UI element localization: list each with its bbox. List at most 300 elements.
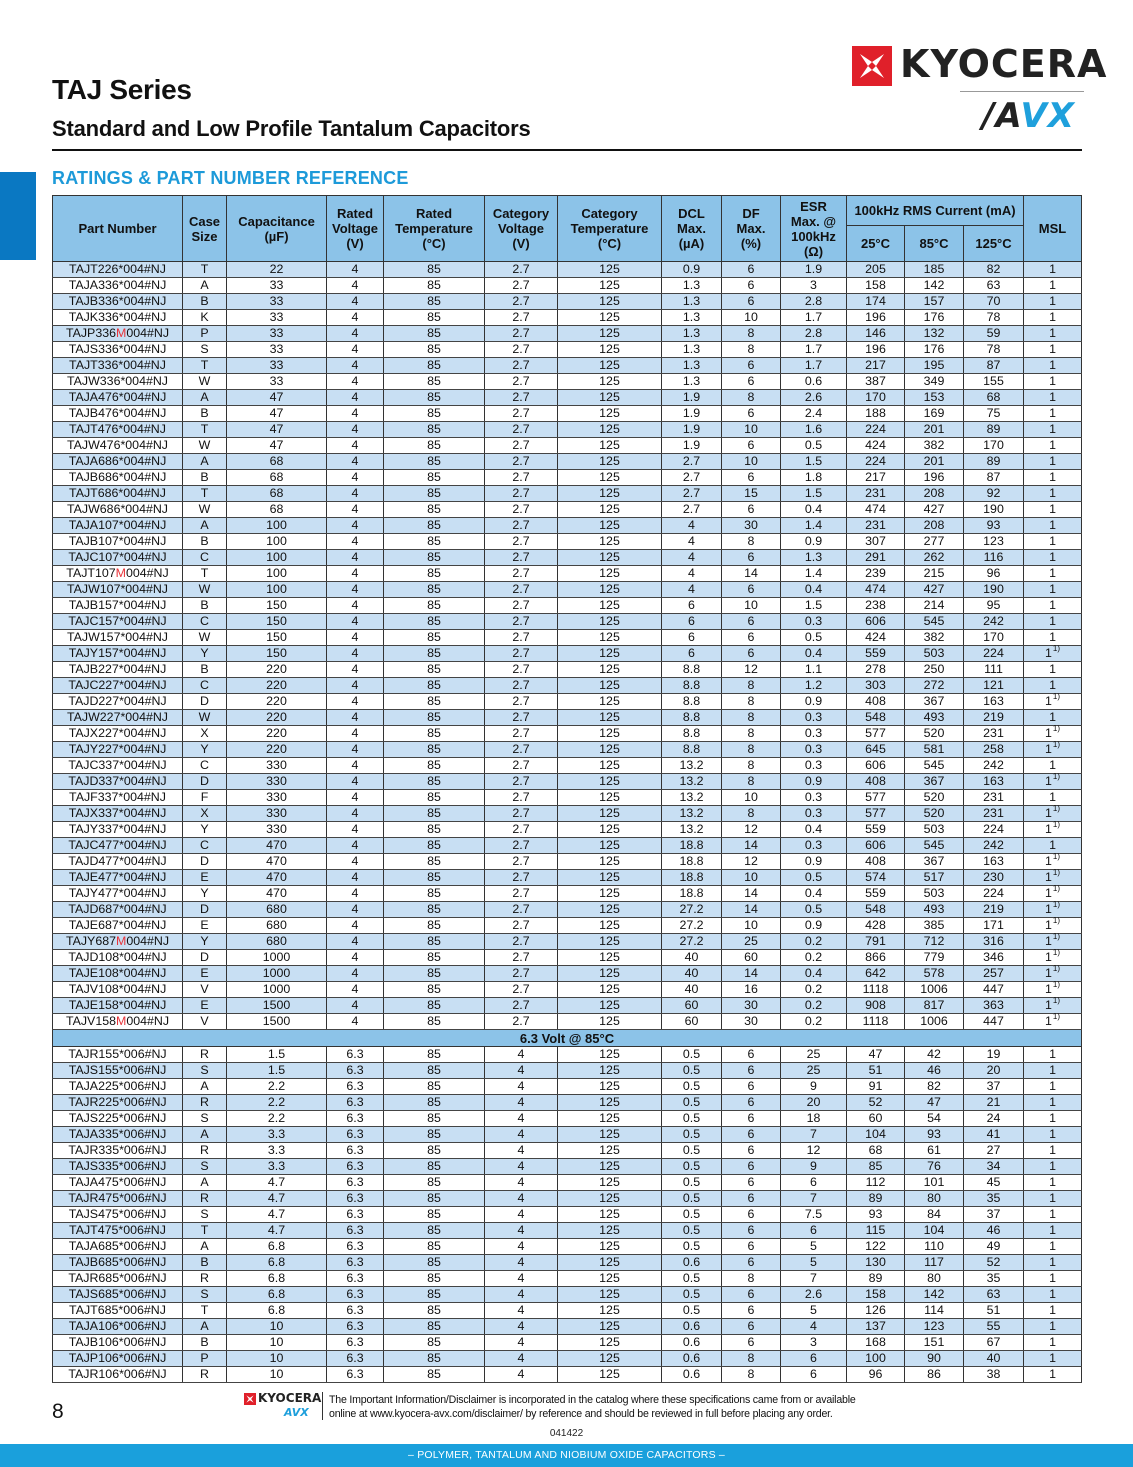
kyocera-wordmark: KYOCERA	[900, 42, 1108, 86]
table-row	[53, 838, 1082, 854]
cell-dcl-max: 13.2	[662, 758, 722, 774]
cell-msl: 1	[1024, 710, 1082, 726]
cell-rms-25c: 93	[847, 1207, 905, 1223]
cell-esr-max: 0.9	[781, 534, 847, 550]
cell-category-temperature: 125	[558, 870, 662, 886]
cell-rms-125c: 19	[964, 1047, 1024, 1063]
cell-rms-25c: 100	[847, 1351, 905, 1367]
cell-df-max: 8	[722, 726, 781, 742]
cell-msl: 1	[1024, 486, 1082, 502]
cell-esr-max: 18	[781, 1111, 847, 1127]
cell-dcl-max: 1.3	[662, 358, 722, 374]
cell-capacitance: 6.8	[227, 1303, 327, 1319]
cell-rms-25c: 51	[847, 1063, 905, 1079]
cell-category-voltage: 2.7	[485, 486, 558, 502]
section-side-tab	[0, 172, 36, 260]
cell-esr-max: 0.4	[781, 822, 847, 838]
cell-capacitance: 1.5	[227, 1063, 327, 1079]
footer-logo	[244, 1392, 320, 1422]
cell-category-voltage: 2.7	[485, 310, 558, 326]
cell-case-size: R	[183, 1047, 227, 1063]
cell-part-number: TAJD227*004#NJ	[53, 694, 183, 710]
cell-rms-125c: 38	[964, 1367, 1024, 1383]
cell-part-number: TAJC157*004#NJ	[53, 614, 183, 630]
cell-esr-max: 2.6	[781, 1287, 847, 1303]
cell-case-size: P	[183, 326, 227, 342]
cell-rms-25c: 224	[847, 454, 905, 470]
cell-part-number: TAJE477*004#NJ	[53, 870, 183, 886]
cell-case-size: B	[183, 662, 227, 678]
cell-capacitance: 330	[227, 790, 327, 806]
cell-category-temperature: 125	[558, 406, 662, 422]
cell-rms-25c: 89	[847, 1271, 905, 1287]
cell-capacitance: 2.2	[227, 1111, 327, 1127]
table-row	[53, 454, 1082, 470]
table-row	[53, 998, 1082, 1014]
cell-rms-125c: 190	[964, 582, 1024, 598]
cell-esr-max: 0.9	[781, 774, 847, 790]
cell-rated-voltage: 6.3	[327, 1335, 384, 1351]
cell-rated-temperature: 85	[384, 886, 485, 902]
cell-rms-125c: 111	[964, 662, 1024, 678]
cell-rated-voltage: 4	[327, 438, 384, 454]
cell-case-size: W	[183, 582, 227, 598]
cell-case-size: R	[183, 1271, 227, 1287]
cell-category-voltage: 2.7	[485, 918, 558, 934]
cell-rated-voltage: 4	[327, 342, 384, 358]
table-row	[53, 678, 1082, 694]
cell-capacitance: 68	[227, 502, 327, 518]
cell-part-number: TAJA686*004#NJ	[53, 454, 183, 470]
avx-wordmark-vx: VX	[1020, 96, 1075, 136]
cell-category-temperature: 125	[558, 1143, 662, 1159]
cell-rms-85c: 367	[905, 774, 964, 790]
cell-rms-85c: 493	[905, 902, 964, 918]
cell-category-voltage: 2.7	[485, 390, 558, 406]
cell-rms-125c: 242	[964, 758, 1024, 774]
cell-case-size: A	[183, 390, 227, 406]
cell-rms-85c: 520	[905, 790, 964, 806]
cell-dcl-max: 2.7	[662, 470, 722, 486]
cell-msl: 1$^{1)}$	[1024, 1014, 1082, 1030]
cell-esr-max: 7	[781, 1191, 847, 1207]
cell-rms-125c: 45	[964, 1175, 1024, 1191]
cell-rms-125c: 219	[964, 902, 1024, 918]
cell-esr-max: 7.5	[781, 1207, 847, 1223]
cell-capacitance: 33	[227, 278, 327, 294]
cell-rms-85c: 517	[905, 870, 964, 886]
tolerance-code-highlight: M	[116, 326, 127, 340]
cell-dcl-max: 1.3	[662, 374, 722, 390]
cell-msl: 1$^{1)}$	[1024, 966, 1082, 982]
cell-category-temperature: 125	[558, 470, 662, 486]
cell-msl: 1	[1024, 1351, 1082, 1367]
cell-dcl-max: 13.2	[662, 822, 722, 838]
cell-part-number: TAJY687M004#NJ	[53, 934, 183, 950]
cell-rated-voltage: 6.3	[327, 1351, 384, 1367]
cell-capacitance: 1000	[227, 966, 327, 982]
cell-dcl-max: 1.3	[662, 342, 722, 358]
cell-rated-voltage: 6.3	[327, 1319, 384, 1335]
cell-rms-85c: 272	[905, 678, 964, 694]
cell-capacitance: 2.2	[227, 1079, 327, 1095]
table-row	[53, 806, 1082, 822]
table-row	[53, 438, 1082, 454]
cell-dcl-max: 1.3	[662, 326, 722, 342]
cell-df-max: 6	[722, 406, 781, 422]
cell-rms-125c: 231	[964, 790, 1024, 806]
cell-rated-temperature: 85	[384, 1143, 485, 1159]
table-row	[53, 342, 1082, 358]
table-row	[53, 950, 1082, 966]
cell-capacitance: 150	[227, 646, 327, 662]
cell-df-max: 10	[722, 422, 781, 438]
cell-dcl-max: 1.9	[662, 390, 722, 406]
cell-rms-25c: 908	[847, 998, 905, 1014]
cell-case-size: D	[183, 694, 227, 710]
cell-dcl-max: 18.8	[662, 870, 722, 886]
cell-rated-temperature: 85	[384, 614, 485, 630]
cell-capacitance: 220	[227, 678, 327, 694]
cell-rms-25c: 408	[847, 854, 905, 870]
cell-rms-85c: 76	[905, 1159, 964, 1175]
section-label: 6.3 Volt @ 85°C	[53, 1030, 1082, 1047]
cell-dcl-max: 0.5	[662, 1271, 722, 1287]
cell-df-max: 6	[722, 1095, 781, 1111]
cell-capacitance: 1.5	[227, 1047, 327, 1063]
cell-capacitance: 100	[227, 566, 327, 582]
cell-rms-25c: 85	[847, 1159, 905, 1175]
cell-category-temperature: 125	[558, 1079, 662, 1095]
cell-esr-max: 0.3	[781, 806, 847, 822]
cell-part-number: TAJC477*004#NJ	[53, 838, 183, 854]
cell-esr-max: 1.5	[781, 598, 847, 614]
cell-part-number: TAJT685*006#NJ	[53, 1303, 183, 1319]
cell-dcl-max: 0.6	[662, 1367, 722, 1383]
cell-rms-85c: 110	[905, 1239, 964, 1255]
cell-category-voltage: 2.7	[485, 630, 558, 646]
cell-part-number: TAJA475*006#NJ	[53, 1175, 183, 1191]
cell-esr-max: 0.5	[781, 630, 847, 646]
footnote-marker: 1)	[1052, 804, 1061, 813]
cell-esr-max: 1.7	[781, 342, 847, 358]
cell-esr-max: 4	[781, 1319, 847, 1335]
cell-dcl-max: 4	[662, 534, 722, 550]
cell-msl: 1$^{1)}$	[1024, 870, 1082, 886]
cell-df-max: 8	[722, 742, 781, 758]
cell-category-temperature: 125	[558, 582, 662, 598]
footnote-marker: 1)	[1052, 724, 1061, 733]
page-number: 8	[52, 1400, 64, 1423]
cell-df-max: 6	[722, 358, 781, 374]
table-row	[53, 662, 1082, 678]
cell-rms-25c: 577	[847, 790, 905, 806]
cell-rms-25c: 89	[847, 1191, 905, 1207]
cell-msl: 1	[1024, 614, 1082, 630]
cell-category-voltage: 4	[485, 1159, 558, 1175]
cell-rated-voltage: 6.3	[327, 1143, 384, 1159]
cell-dcl-max: 0.5	[662, 1095, 722, 1111]
cell-capacitance: 33	[227, 294, 327, 310]
cell-part-number: TAJB157*004#NJ	[53, 598, 183, 614]
cell-df-max: 8	[722, 758, 781, 774]
cell-case-size: W	[183, 374, 227, 390]
cell-capacitance: 330	[227, 822, 327, 838]
cell-category-temperature: 125	[558, 1159, 662, 1175]
cell-capacitance: 3.3	[227, 1127, 327, 1143]
footnote-marker: 1)	[1052, 996, 1061, 1005]
cell-rms-125c: 24	[964, 1111, 1024, 1127]
cell-dcl-max: 18.8	[662, 886, 722, 902]
cell-esr-max: 2.4	[781, 406, 847, 422]
cell-rated-voltage: 4	[327, 998, 384, 1014]
cell-rms-125c: 78	[964, 342, 1024, 358]
cell-rms-125c: 59	[964, 326, 1024, 342]
cell-msl: 1	[1024, 326, 1082, 342]
table-row	[53, 758, 1082, 774]
cell-part-number: TAJT336*004#NJ	[53, 358, 183, 374]
cell-case-size: Y	[183, 646, 227, 662]
cell-dcl-max: 0.5	[662, 1303, 722, 1319]
cell-part-number: TAJB476*004#NJ	[53, 406, 183, 422]
cell-rms-25c: 170	[847, 390, 905, 406]
cell-esr-max: 20	[781, 1095, 847, 1111]
cell-rms-85c: 367	[905, 694, 964, 710]
cell-part-number: TAJS335*006#NJ	[53, 1159, 183, 1175]
cell-df-max: 12	[722, 854, 781, 870]
cell-rated-voltage: 4	[327, 646, 384, 662]
col-esr: ESR Max. @ 100kHz (Ω)	[781, 196, 847, 262]
cell-rated-temperature: 85	[384, 486, 485, 502]
cell-rated-voltage: 4	[327, 294, 384, 310]
tolerance-code-highlight: M	[115, 566, 126, 580]
cell-rated-voltage: 4	[327, 518, 384, 534]
cell-rms-125c: 20	[964, 1063, 1024, 1079]
table-row	[53, 566, 1082, 582]
cell-rms-125c: 257	[964, 966, 1024, 982]
cell-rated-voltage: 6.3	[327, 1255, 384, 1271]
cell-msl: 1	[1024, 1047, 1082, 1063]
cell-part-number: TAJC337*004#NJ	[53, 758, 183, 774]
table-row	[53, 966, 1082, 982]
cell-category-temperature: 125	[558, 806, 662, 822]
cell-dcl-max: 1.3	[662, 278, 722, 294]
cell-esr-max: 0.3	[781, 758, 847, 774]
cell-rated-voltage: 4	[327, 534, 384, 550]
cell-rms-125c: 67	[964, 1335, 1024, 1351]
cell-capacitance: 150	[227, 630, 327, 646]
cell-category-temperature: 125	[558, 902, 662, 918]
cell-rms-25c: 91	[847, 1079, 905, 1095]
cell-part-number: TAJR335*006#NJ	[53, 1143, 183, 1159]
cell-df-max: 6	[722, 1127, 781, 1143]
cell-category-temperature: 125	[558, 662, 662, 678]
cell-category-voltage: 2.7	[485, 598, 558, 614]
cell-rms-125c: 89	[964, 454, 1024, 470]
cell-category-voltage: 2.7	[485, 998, 558, 1014]
cell-rated-voltage: 6.3	[327, 1095, 384, 1111]
cell-dcl-max: 1.9	[662, 438, 722, 454]
cell-esr-max: 0.9	[781, 854, 847, 870]
cell-df-max: 6	[722, 1239, 781, 1255]
cell-category-voltage: 2.7	[485, 742, 558, 758]
cell-case-size: P	[183, 1351, 227, 1367]
cell-case-size: S	[183, 342, 227, 358]
cell-category-voltage: 2.7	[485, 422, 558, 438]
cell-rated-temperature: 85	[384, 742, 485, 758]
cell-part-number: TAJF337*004#NJ	[53, 790, 183, 806]
footnote-marker: 1)	[1052, 948, 1061, 957]
cell-dcl-max: 60	[662, 998, 722, 1014]
cell-case-size: C	[183, 550, 227, 566]
cell-capacitance: 470	[227, 870, 327, 886]
cell-rms-125c: 70	[964, 294, 1024, 310]
cell-rms-85c: 61	[905, 1143, 964, 1159]
col-part-number: Part Number	[53, 196, 183, 262]
cell-rated-voltage: 4	[327, 358, 384, 374]
cell-dcl-max: 13.2	[662, 806, 722, 822]
cell-category-voltage: 2.7	[485, 854, 558, 870]
cell-capacitance: 100	[227, 550, 327, 566]
cell-rms-85c: 176	[905, 310, 964, 326]
cell-case-size: A	[183, 454, 227, 470]
footnote-marker: 1)	[1052, 820, 1061, 829]
disclaimer-line-2: online at www.kyocera-avx.com/disclaimer/ by reference and should be reviewed in full before placing any order.	[329, 1408, 833, 1420]
cell-dcl-max: 40	[662, 950, 722, 966]
cell-part-number: TAJY227*004#NJ	[53, 742, 183, 758]
cell-category-voltage: 2.7	[485, 806, 558, 822]
cell-category-temperature: 125	[558, 694, 662, 710]
cell-capacitance: 6.8	[227, 1271, 327, 1287]
cell-rated-voltage: 6.3	[327, 1191, 384, 1207]
table-row	[53, 726, 1082, 742]
cell-case-size: B	[183, 470, 227, 486]
table-row	[53, 1223, 1082, 1239]
cell-esr-max: 0.2	[781, 934, 847, 950]
cell-category-temperature: 125	[558, 342, 662, 358]
cell-rms-25c: 130	[847, 1255, 905, 1271]
cell-esr-max: 1.6	[781, 422, 847, 438]
cell-rms-85c: 90	[905, 1351, 964, 1367]
cell-case-size: B	[183, 294, 227, 310]
cell-rated-temperature: 85	[384, 438, 485, 454]
table-row	[53, 1271, 1082, 1287]
cell-rated-temperature: 85	[384, 998, 485, 1014]
table-row	[53, 982, 1082, 998]
cell-rated-voltage: 4	[327, 950, 384, 966]
cell-capacitance: 6.8	[227, 1255, 327, 1271]
table-row	[53, 1335, 1082, 1351]
cell-rated-voltage: 6.3	[327, 1127, 384, 1143]
cell-rated-temperature: 85	[384, 1014, 485, 1030]
cell-rated-voltage: 4	[327, 982, 384, 998]
cell-category-voltage: 4	[485, 1223, 558, 1239]
cell-rated-temperature: 85	[384, 550, 485, 566]
cell-category-temperature: 125	[558, 934, 662, 950]
table-row	[53, 278, 1082, 294]
cell-rms-25c: 96	[847, 1367, 905, 1383]
cell-rated-voltage: 6.3	[327, 1207, 384, 1223]
cell-rated-voltage: 4	[327, 918, 384, 934]
footnote-marker: 1)	[1052, 644, 1061, 653]
cell-msl: 1	[1024, 758, 1082, 774]
cell-rms-85c: 545	[905, 614, 964, 630]
cell-part-number: TAJW336*004#NJ	[53, 374, 183, 390]
cell-part-number: TAJP336M004#NJ	[53, 326, 183, 342]
cell-capacitance: 4.7	[227, 1175, 327, 1191]
cell-rms-25c: 606	[847, 614, 905, 630]
cell-esr-max: 0.9	[781, 694, 847, 710]
cell-category-temperature: 125	[558, 486, 662, 502]
cell-msl: 1	[1024, 1175, 1082, 1191]
cell-esr-max: 7	[781, 1271, 847, 1287]
table-row	[53, 534, 1082, 550]
cell-part-number: TAJX227*004#NJ	[53, 726, 183, 742]
cell-msl: 1	[1024, 1239, 1082, 1255]
cell-rms-85c: 114	[905, 1303, 964, 1319]
table-row	[53, 646, 1082, 662]
cell-rms-25c: 174	[847, 294, 905, 310]
cell-case-size: W	[183, 630, 227, 646]
cell-df-max: 30	[722, 998, 781, 1014]
cell-df-max: 8	[722, 774, 781, 790]
cell-part-number: TAJT107M004#NJ	[53, 566, 183, 582]
cell-esr-max: 0.4	[781, 646, 847, 662]
cell-esr-max: 6	[781, 1351, 847, 1367]
cell-rated-temperature: 85	[384, 630, 485, 646]
cell-dcl-max: 0.5	[662, 1143, 722, 1159]
cell-rms-125c: 224	[964, 646, 1024, 662]
cell-dcl-max: 0.5	[662, 1175, 722, 1191]
cell-dcl-max: 8.8	[662, 678, 722, 694]
cell-capacitance: 10	[227, 1367, 327, 1383]
footnote-marker: 1)	[1052, 772, 1061, 781]
cell-part-number: TAJS475*006#NJ	[53, 1207, 183, 1223]
cell-rms-25c: 424	[847, 630, 905, 646]
cell-capacitance: 330	[227, 758, 327, 774]
cell-category-temperature: 125	[558, 454, 662, 470]
cell-msl: 1$^{1)}$	[1024, 742, 1082, 758]
footnote-marker: 1)	[1052, 980, 1061, 989]
cell-dcl-max: 1.9	[662, 422, 722, 438]
cell-msl: 1	[1024, 1191, 1082, 1207]
cell-case-size: Y	[183, 886, 227, 902]
cell-rms-85c: 1006	[905, 982, 964, 998]
cell-rated-temperature: 85	[384, 662, 485, 678]
cell-rms-25c: 548	[847, 902, 905, 918]
cell-capacitance: 68	[227, 454, 327, 470]
cell-dcl-max: 0.6	[662, 1335, 722, 1351]
cell-capacitance: 150	[227, 598, 327, 614]
cell-rated-temperature: 85	[384, 774, 485, 790]
cell-part-number: TAJP106*006#NJ	[53, 1351, 183, 1367]
cell-category-voltage: 4	[485, 1175, 558, 1191]
cell-rated-voltage: 4	[327, 694, 384, 710]
cell-rms-25c: 428	[847, 918, 905, 934]
cell-category-temperature: 125	[558, 422, 662, 438]
document-code: 041422	[549, 1428, 584, 1439]
cell-part-number: TAJR106*006#NJ	[53, 1367, 183, 1383]
cell-capacitance: 1000	[227, 950, 327, 966]
cell-rated-temperature: 85	[384, 1175, 485, 1191]
cell-category-voltage: 4	[485, 1143, 558, 1159]
cell-rms-85c: 493	[905, 710, 964, 726]
cell-msl: 1	[1024, 358, 1082, 374]
cell-rms-85c: 54	[905, 1111, 964, 1127]
cell-rms-25c: 307	[847, 534, 905, 550]
cell-category-temperature: 125	[558, 1127, 662, 1143]
cell-rated-temperature: 85	[384, 790, 485, 806]
